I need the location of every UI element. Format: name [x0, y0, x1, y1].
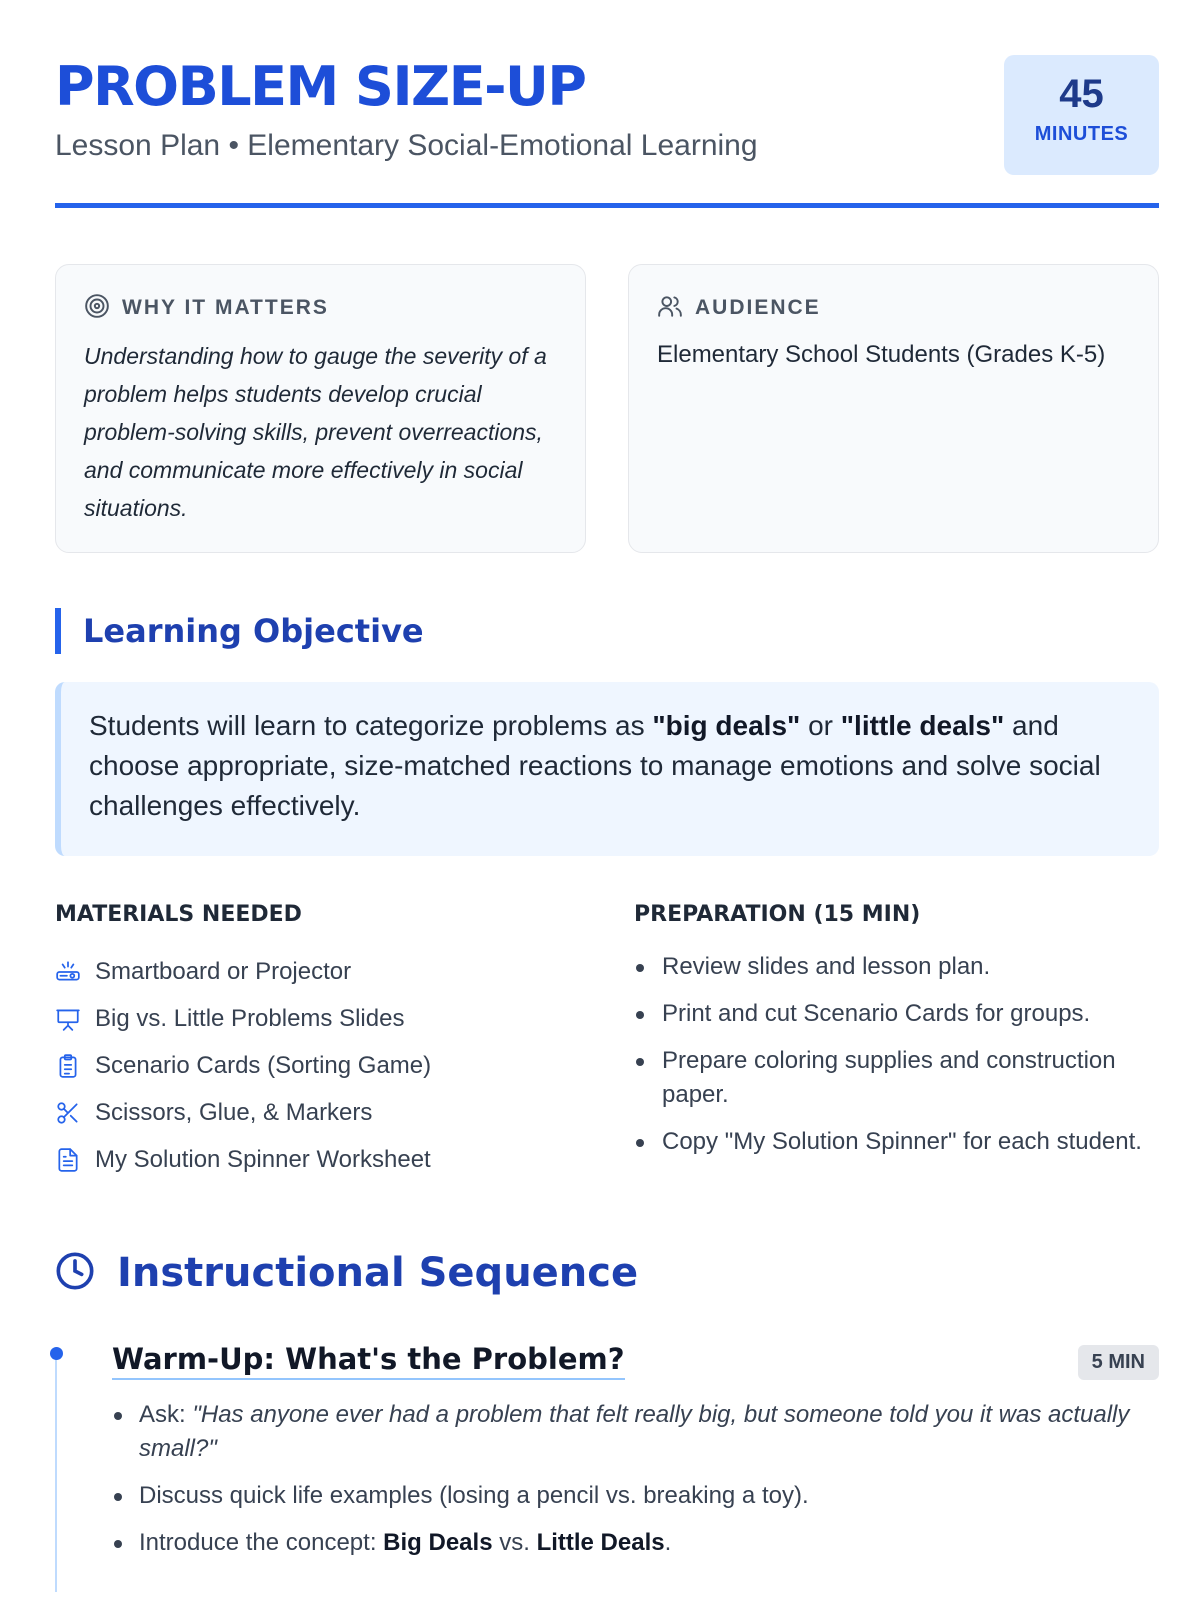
intro-mid: vs. — [492, 1529, 537, 1556]
timeline-line — [55, 1356, 57, 1592]
material-label: Scissors, Glue, & Markers — [95, 1098, 373, 1126]
audience-card-header — [657, 293, 1130, 323]
materials-heading: MATERIALS NEEDED — [55, 902, 302, 927]
ask-quote: "Has anyone ever had a problem that felt really big, but someone told you it was actually small?" — [139, 1401, 1130, 1462]
list-item — [55, 948, 431, 995]
scissors-icon — [55, 1100, 81, 1126]
objective-text-2: or — [800, 710, 841, 741]
page-subtitle: Lesson Plan • Elementary Social-Emotional Learning — [55, 129, 758, 162]
list-item — [55, 1136, 431, 1183]
audience-card-title: AUDIENCE — [695, 296, 821, 319]
ask-label: Ask: — [139, 1401, 193, 1428]
list-item — [112, 1398, 1159, 1466]
why-card-body: Understanding how to gauge the severity of a problem helps students develop crucial problem-solving skills, prevent overreactions, and communicate more effectively in social situations. — [84, 343, 547, 521]
page-header — [55, 55, 1159, 211]
list-item: Prepare coloring supplies and construction paper. — [634, 1044, 1154, 1112]
projector-icon — [55, 959, 81, 985]
preparation-list — [634, 950, 1154, 1172]
list-item — [55, 1089, 431, 1136]
why-it-matters-card — [55, 264, 586, 553]
why-card-header — [84, 293, 557, 323]
instructional-sequence-heading — [55, 1248, 638, 1298]
duration-value: 45 — [1059, 72, 1104, 116]
header-divider — [55, 203, 1159, 208]
list-item — [112, 1526, 1159, 1560]
clock-icon — [55, 1251, 117, 1296]
duration-badge — [1004, 55, 1159, 175]
learning-objective-heading — [55, 608, 424, 654]
intro-end: . — [664, 1529, 672, 1556]
instructional-sequence-title: Instructional Sequence — [117, 1250, 639, 1296]
materials-list — [55, 948, 431, 1183]
preparation-heading: PREPARATION (15 MIN) — [634, 902, 921, 927]
intro-text: Introduce the concept: — [139, 1529, 384, 1556]
clipboard-icon — [55, 1053, 81, 1079]
material-label: Big vs. Little Problems Slides — [95, 1004, 405, 1032]
material-label: Smartboard or Projector — [95, 957, 352, 985]
step-duration-badge: 5 MIN — [1078, 1345, 1159, 1380]
material-label: Scenario Cards (Sorting Game) — [95, 1051, 432, 1079]
list-item: Print and cut Scenario Cards for groups. — [634, 997, 1154, 1031]
presentation-icon — [55, 1006, 81, 1032]
list-item: Copy "My Solution Spinner" for each student. — [634, 1125, 1154, 1159]
why-card-title: WHY IT MATTERS — [122, 296, 329, 319]
objective-bold-1: "big deals" — [652, 710, 801, 741]
list-item — [55, 995, 431, 1042]
learning-objective-box — [55, 682, 1159, 856]
users-icon — [657, 293, 683, 324]
objective-bold-2: "little deals" — [840, 710, 1005, 741]
target-icon — [84, 293, 110, 324]
page-title: PROBLEM SIZE-UP — [55, 55, 586, 118]
intro-bold-1: Big Deals — [383, 1529, 493, 1556]
timeline-dot — [50, 1347, 63, 1360]
duration-unit: MINUTES — [1034, 123, 1129, 145]
list-item — [55, 1042, 431, 1089]
audience-card-body: Elementary School Students (Grades K-5) — [657, 341, 1106, 368]
section-accent-bar — [55, 608, 61, 654]
step-title: Warm-Up: What's the Problem? — [112, 1340, 625, 1380]
objective-text-1: Students will learn to categorize problems as — [89, 710, 653, 741]
material-label: My Solution Spinner Worksheet — [95, 1145, 431, 1173]
document-icon — [55, 1147, 81, 1173]
intro-bold-2: Little Deals — [536, 1529, 665, 1556]
learning-objective-title: Learning Objective — [83, 612, 424, 650]
list-item: Discuss quick life examples (losing a pencil vs. breaking a toy). — [112, 1479, 1159, 1513]
objective-text-3: and choose appropriate, size-matched reactions to manage emotions and solve social challenges effectively. — [89, 710, 1101, 821]
list-item: Review slides and lesson plan. — [634, 950, 1154, 984]
audience-card — [628, 264, 1159, 553]
step-activity-list — [112, 1398, 1159, 1573]
